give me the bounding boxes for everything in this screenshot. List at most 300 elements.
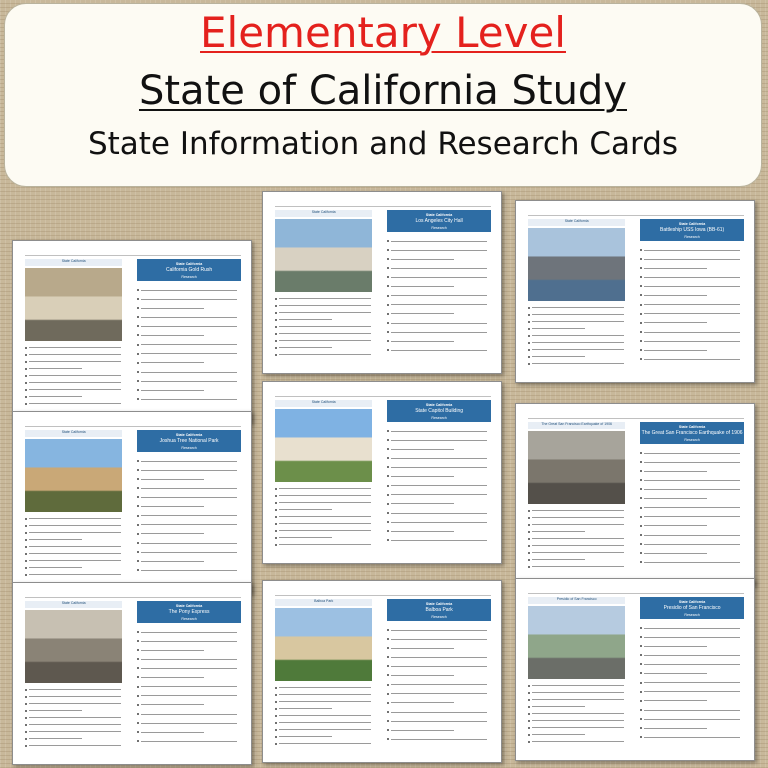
photo-caption-text: State California	[564, 219, 589, 224]
research-questions	[387, 425, 492, 552]
card-state-label: State California	[425, 402, 453, 407]
fact-bullet	[528, 713, 530, 715]
question-bullet	[387, 503, 389, 505]
photo-caption-text: State California	[311, 210, 336, 215]
photo-caption-text: Balboa Park	[314, 599, 334, 604]
question-text-line	[644, 700, 707, 701]
fact-bullet	[528, 524, 530, 526]
question-text-line	[644, 489, 740, 490]
fact-bullet	[275, 708, 277, 710]
fact-bullet	[528, 545, 530, 547]
question-text-line	[391, 323, 487, 324]
fact-bullet	[275, 694, 277, 696]
photo-caption-text: Presidio of San Francisco	[556, 597, 597, 602]
question-text-line	[391, 730, 454, 731]
fact-bullet	[528, 342, 530, 344]
fact-bullet	[528, 692, 530, 694]
question-text-line	[644, 673, 707, 674]
fact-text-line	[279, 701, 371, 702]
question-text-line	[644, 691, 740, 692]
card-top-rule	[528, 215, 745, 216]
question-bullet	[640, 479, 642, 481]
question-text-line	[141, 686, 237, 687]
question-text-line	[391, 630, 487, 631]
level-heading: Elementary Level	[200, 8, 566, 57]
research-card[interactable]	[262, 580, 502, 763]
question-bullet	[640, 525, 642, 527]
fact-text-line	[279, 694, 371, 695]
card-section-label: Research	[684, 437, 700, 442]
card-photo	[25, 601, 123, 682]
fact-bullet	[528, 741, 530, 743]
question-text-line	[141, 308, 204, 309]
fact-bullet	[25, 574, 27, 576]
question-text-line	[391, 277, 487, 278]
question-bullet	[387, 276, 389, 278]
fact-bullet	[25, 354, 27, 356]
fact-bullet	[25, 703, 27, 705]
question-text-line	[644, 737, 740, 738]
fact-bullet	[275, 319, 277, 321]
question-text-line	[391, 503, 454, 504]
photo-caption-text: State California	[61, 601, 86, 606]
question-bullet	[640, 304, 642, 306]
question-bullet	[640, 627, 642, 629]
card-title: The Great San Francisco Earthquake of 1906	[641, 430, 743, 437]
question-bullet	[387, 240, 389, 242]
question-text-line	[391, 268, 487, 269]
fact-text-line	[29, 361, 121, 362]
question-bullet	[640, 727, 642, 729]
fact-bullet	[528, 720, 530, 722]
question-bullet	[137, 353, 139, 355]
question-bullet	[640, 561, 642, 563]
fact-bullet	[275, 701, 277, 703]
question-text-line	[141, 479, 204, 480]
question-bullet	[640, 461, 642, 463]
fact-bullet	[25, 710, 27, 712]
question-text-line	[391, 657, 487, 658]
fact-text-line	[29, 532, 121, 533]
question-bullet	[640, 654, 642, 656]
fact-bullet	[275, 326, 277, 328]
question-bullet	[137, 667, 139, 669]
fact-text-line	[279, 502, 371, 503]
photo-caption	[528, 219, 626, 226]
question-text-line	[391, 675, 454, 676]
question-text-line	[644, 682, 740, 683]
card-top-rule	[275, 396, 492, 397]
question-text-line	[141, 326, 237, 327]
fact-text-line	[29, 717, 121, 718]
joshua-tree-photo	[25, 439, 123, 511]
question-bullet	[387, 711, 389, 713]
fact-bullet	[25, 567, 27, 569]
fact-text-line	[279, 319, 333, 320]
fact-text-line	[532, 538, 624, 539]
question-bullet	[640, 285, 642, 287]
question-text-line	[391, 431, 487, 432]
fact-text-line	[279, 523, 371, 524]
fact-list	[275, 485, 373, 552]
question-bullet	[137, 676, 139, 678]
question-text-line	[644, 710, 740, 711]
question-text-line	[644, 277, 740, 278]
photo-caption-text: State California	[61, 259, 86, 264]
fact-bullet	[275, 516, 277, 518]
question-text-line	[644, 535, 740, 536]
fact-bullet	[275, 537, 277, 539]
question-text-line	[644, 322, 707, 323]
question-text-line	[141, 335, 204, 336]
fact-text-line	[279, 495, 371, 496]
fact-bullet	[25, 738, 27, 740]
fact-text-line	[532, 706, 586, 707]
battleship-photo	[528, 228, 626, 300]
fact-text-line	[29, 553, 121, 554]
fact-text-line	[532, 314, 624, 315]
question-text-line	[141, 399, 237, 400]
card-state-label: State California	[678, 424, 706, 429]
question-bullet	[137, 631, 139, 633]
question-text-line	[141, 488, 237, 489]
fact-text-line	[532, 699, 624, 700]
fact-text-line	[29, 724, 121, 725]
fact-list	[275, 295, 373, 362]
card-photo	[25, 430, 123, 511]
card-photo	[528, 219, 626, 300]
fact-text-line	[532, 559, 586, 560]
card-state-label: State California	[175, 432, 203, 437]
question-bullet	[640, 645, 642, 647]
fact-bullet	[25, 724, 27, 726]
research-card[interactable]	[12, 240, 252, 423]
question-bullet	[137, 478, 139, 480]
card-state-label: State California	[175, 261, 203, 266]
card-title: State Capitol Building	[415, 408, 464, 415]
question-text-line	[644, 553, 707, 554]
question-bullet	[640, 636, 642, 638]
question-bullet	[137, 658, 139, 660]
question-bullet	[640, 313, 642, 315]
card-state-label: State California	[425, 212, 453, 217]
card-section-label: Research	[431, 415, 447, 420]
question-bullet	[640, 294, 642, 296]
research-questions	[640, 447, 745, 574]
card-header	[640, 597, 745, 619]
fact-text-line	[279, 326, 371, 327]
fact-bullet	[25, 560, 27, 562]
fact-text-line	[29, 710, 83, 711]
question-text-line	[644, 498, 707, 499]
pony-express-photo	[25, 610, 123, 682]
fact-bullet	[25, 525, 27, 527]
fact-text-line	[532, 335, 624, 336]
fact-text-line	[279, 736, 333, 737]
question-text-line	[391, 241, 487, 242]
question-text-line	[644, 453, 740, 454]
question-bullet	[137, 542, 139, 544]
question-bullet	[137, 722, 139, 724]
question-text-line	[644, 268, 707, 269]
question-bullet	[137, 515, 139, 517]
card-section-label: Research	[684, 612, 700, 617]
question-text-line	[644, 719, 740, 720]
fact-text-line	[29, 403, 121, 404]
fact-bullet	[275, 354, 277, 356]
card-photo	[25, 259, 123, 340]
question-bullet	[387, 629, 389, 631]
question-bullet	[387, 457, 389, 459]
card-top-rule	[25, 597, 242, 598]
question-bullet	[387, 729, 389, 731]
question-bullet	[137, 695, 139, 697]
question-bullet	[640, 267, 642, 269]
photo-caption	[25, 601, 123, 608]
fact-text-line	[29, 368, 83, 369]
fact-text-line	[532, 685, 624, 686]
card-photo	[275, 599, 373, 680]
question-bullet	[387, 258, 389, 260]
fact-bullet	[275, 736, 277, 738]
question-bullet	[387, 521, 389, 523]
question-text-line	[141, 290, 237, 291]
fact-list	[25, 344, 123, 411]
fact-text-line	[532, 552, 624, 553]
fact-bullet	[528, 517, 530, 519]
question-text-line	[141, 344, 237, 345]
research-card[interactable]	[12, 411, 252, 594]
question-text-line	[391, 476, 454, 477]
card-title: Joshua Tree National Park	[159, 438, 219, 445]
fact-text-line	[532, 545, 624, 546]
card-header	[387, 210, 492, 232]
question-text-line	[644, 286, 740, 287]
fact-bullet	[25, 532, 27, 534]
question-bullet	[137, 686, 139, 688]
card-header	[137, 430, 242, 452]
fact-text-line	[532, 342, 624, 343]
fact-text-line	[29, 539, 83, 540]
question-bullet	[387, 485, 389, 487]
research-card[interactable]	[12, 582, 252, 765]
fact-bullet	[528, 552, 530, 554]
question-bullet	[640, 470, 642, 472]
fact-text-line	[29, 546, 121, 547]
card-title: Battleship USS Iowa (BB-61)	[660, 227, 725, 234]
fact-text-line	[29, 382, 121, 383]
question-bullet	[387, 530, 389, 532]
question-text-line	[391, 739, 487, 740]
question-bullet	[640, 663, 642, 665]
question-text-line	[644, 507, 740, 508]
question-bullet	[640, 322, 642, 324]
question-bullet	[137, 389, 139, 391]
fact-list	[528, 507, 626, 574]
question-bullet	[137, 289, 139, 291]
fact-bullet	[25, 396, 27, 398]
fact-text-line	[279, 333, 371, 334]
question-bullet	[640, 258, 642, 260]
question-text-line	[644, 350, 707, 351]
fact-bullet	[25, 389, 27, 391]
fact-text-line	[29, 525, 121, 526]
fact-bullet	[528, 531, 530, 533]
question-bullet	[640, 516, 642, 518]
fact-bullet	[275, 312, 277, 314]
question-text-line	[644, 250, 740, 251]
fact-text-line	[279, 708, 333, 709]
fact-bullet	[528, 363, 530, 365]
question-bullet	[387, 249, 389, 251]
question-text-line	[141, 299, 237, 300]
question-text-line	[141, 632, 237, 633]
question-text-line	[141, 641, 237, 642]
question-text-line	[141, 714, 237, 715]
fact-bullet	[275, 523, 277, 525]
question-bullet	[137, 533, 139, 535]
fact-text-line	[532, 566, 624, 567]
question-text-line	[141, 741, 237, 742]
fact-text-line	[29, 745, 121, 746]
question-text-line	[391, 522, 487, 523]
research-questions	[137, 284, 242, 411]
question-bullet	[137, 469, 139, 471]
research-card[interactable]	[515, 200, 755, 383]
question-text-line	[141, 515, 237, 516]
question-text-line	[644, 646, 707, 647]
fact-text-line	[532, 524, 624, 525]
research-questions	[387, 235, 492, 362]
fact-bullet	[25, 539, 27, 541]
card-section-label: Research	[431, 225, 447, 230]
fact-bullet	[25, 382, 27, 384]
question-bullet	[640, 534, 642, 536]
fact-bullet	[275, 333, 277, 335]
research-questions	[387, 624, 492, 751]
fact-text-line	[279, 743, 371, 744]
fact-bullet	[25, 403, 27, 405]
fact-bullet	[25, 518, 27, 520]
photo-caption-text: State California	[311, 400, 336, 405]
question-text-line	[644, 332, 740, 333]
question-text-line	[644, 655, 740, 656]
fact-bullet	[275, 347, 277, 349]
capitol-photo	[275, 409, 373, 481]
fact-bullet	[25, 731, 27, 733]
card-header	[137, 259, 242, 281]
question-bullet	[387, 285, 389, 287]
fact-bullet	[528, 307, 530, 309]
question-bullet	[387, 665, 389, 667]
research-card[interactable]	[262, 381, 502, 564]
question-text-line	[391, 684, 487, 685]
research-questions	[137, 626, 242, 753]
question-text-line	[391, 449, 454, 450]
question-bullet	[387, 304, 389, 306]
fact-text-line	[29, 689, 121, 690]
card-header	[387, 400, 492, 422]
fact-text-line	[29, 731, 121, 732]
question-text-line	[391, 286, 454, 287]
fact-text-line	[279, 298, 371, 299]
fact-text-line	[29, 389, 121, 390]
question-text-line	[141, 497, 237, 498]
page-subtitle: State Information and Research Cards	[87, 126, 679, 162]
research-card[interactable]	[515, 578, 755, 761]
question-bullet	[137, 298, 139, 300]
photo-caption	[275, 210, 373, 217]
question-bullet	[387, 295, 389, 297]
fact-text-line	[29, 738, 83, 739]
question-text-line	[391, 341, 454, 342]
question-bullet	[640, 718, 642, 720]
question-text-line	[391, 313, 454, 314]
fact-text-line	[29, 396, 83, 397]
question-text-line	[141, 362, 204, 363]
fact-bullet	[25, 546, 27, 548]
question-bullet	[387, 693, 389, 695]
fact-bullet	[528, 699, 530, 701]
research-card[interactable]	[262, 191, 502, 374]
fact-bullet	[275, 544, 277, 546]
fact-bullet	[528, 356, 530, 358]
question-bullet	[137, 524, 139, 526]
card-top-rule	[275, 595, 492, 596]
fact-text-line	[532, 517, 624, 518]
question-bullet	[640, 700, 642, 702]
fact-list	[25, 686, 123, 753]
question-text-line	[141, 552, 237, 553]
question-text-line	[391, 304, 487, 305]
question-bullet	[640, 543, 642, 545]
question-bullet	[137, 307, 139, 309]
fact-text-line	[279, 347, 333, 348]
question-text-line	[391, 259, 454, 260]
fact-bullet	[275, 488, 277, 490]
fact-bullet	[528, 321, 530, 323]
question-text-line	[391, 531, 454, 532]
fact-text-line	[29, 574, 121, 575]
fact-text-line	[279, 544, 371, 545]
card-title: Presidio of San Francisco	[663, 605, 721, 612]
research-card[interactable]	[515, 403, 755, 586]
question-bullet	[640, 507, 642, 509]
question-bullet	[640, 709, 642, 711]
question-bullet	[137, 649, 139, 651]
fact-text-line	[279, 530, 371, 531]
question-text-line	[141, 372, 237, 373]
question-text-line	[391, 332, 487, 333]
title-banner	[4, 3, 762, 187]
card-header	[640, 422, 745, 444]
question-bullet	[137, 496, 139, 498]
fact-bullet	[275, 509, 277, 511]
question-bullet	[387, 331, 389, 333]
question-bullet	[137, 460, 139, 462]
fact-text-line	[279, 715, 371, 716]
question-text-line	[141, 353, 237, 354]
fact-bullet	[528, 559, 530, 561]
card-photo	[528, 597, 626, 678]
fact-text-line	[29, 703, 121, 704]
fact-text-line	[532, 363, 624, 364]
fact-bullet	[25, 361, 27, 363]
question-bullet	[387, 430, 389, 432]
question-bullet	[387, 267, 389, 269]
question-bullet	[387, 656, 389, 658]
question-text-line	[391, 712, 487, 713]
